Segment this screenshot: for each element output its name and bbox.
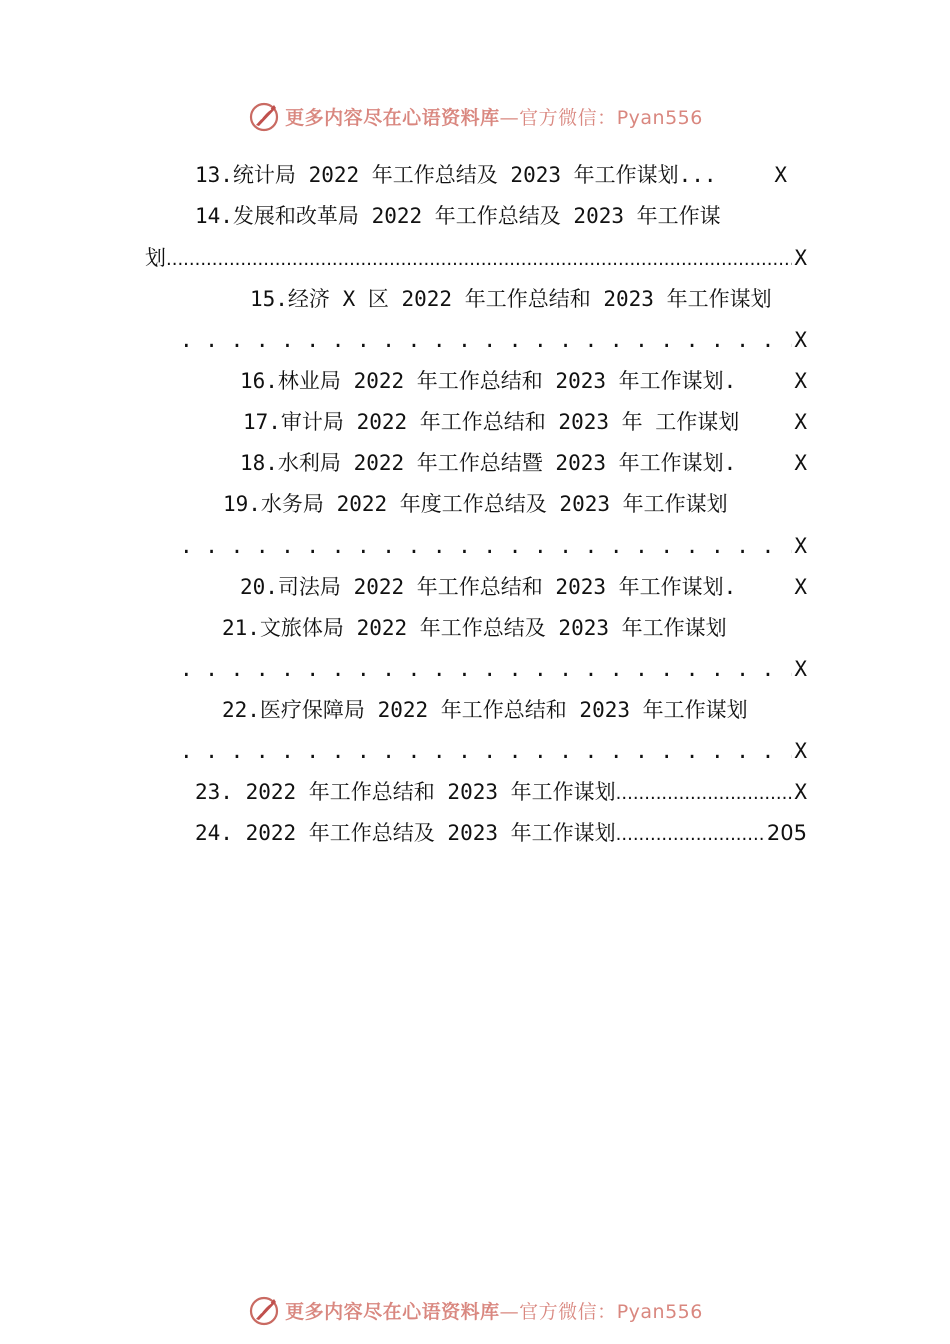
toc-entry-19[interactable] <box>223 490 728 518</box>
toc-entry-22[interactable] <box>222 696 748 724</box>
toc-page-number: X <box>794 451 807 475</box>
toc-dot-leader <box>180 655 792 683</box>
toc-page-number: X <box>794 246 807 270</box>
toc-entry-17[interactable] <box>243 408 807 436</box>
toc-page-number: X <box>774 163 787 187</box>
toc-entry-title: 18.水利局 2022 年工作总结暨 2023 年工作谋划. <box>240 451 737 475</box>
toc-entry-21[interactable] <box>222 614 727 642</box>
toc-page-number: 205 <box>766 821 807 845</box>
toc-dot-leader <box>616 821 765 849</box>
toc-dot-leader <box>616 780 793 808</box>
toc-dot-leader <box>166 246 792 274</box>
toc-entry-title: 17.审计局 2022 年工作总结和 2023 年 工作谋划 <box>243 410 740 434</box>
toc-page-number: X <box>794 534 807 558</box>
toc-entry-title: 22.医疗保障局 2022 年工作总结和 2023 年工作谋划 <box>222 698 748 722</box>
toc-entry-title-continued: 划 <box>145 246 166 270</box>
watermark-wechat-id: Pyan556 <box>616 1300 703 1323</box>
toc-dot-leader <box>180 326 792 354</box>
toc-entry-title: 14.发展和改革局 2022 年工作总结及 2023 年工作谋 <box>195 204 721 228</box>
toc-entry-18[interactable] <box>240 449 807 477</box>
toc-dot-leader <box>180 532 792 560</box>
watermark-wechat-id: Pyan556 <box>616 106 703 129</box>
toc-entry-title: 24. 2022 年工作总结及 2023 年工作谋划 <box>195 821 616 845</box>
toc-page-number: X <box>794 369 807 393</box>
toc-entry-14[interactable] <box>195 202 721 230</box>
toc-entry-title: 21.文旅体局 2022 年工作总结及 2023 年工作谋划 <box>222 616 727 640</box>
toc-entry-title: 20.司法局 2022 年工作总结和 2023 年工作谋划. <box>240 575 737 599</box>
toc-page-number: X <box>794 575 807 599</box>
quill-logo-icon <box>247 1293 281 1327</box>
footer-watermark <box>0 1290 950 1330</box>
toc-page-number: X <box>794 657 807 681</box>
toc-entry-14-continued[interactable] <box>145 244 807 274</box>
toc-entry-15-continued[interactable] <box>180 326 807 354</box>
toc-entry-19-continued[interactable] <box>180 532 807 560</box>
toc-dot-leader <box>180 737 792 765</box>
toc-entry-22-continued[interactable] <box>180 737 807 765</box>
toc-entry-21-continued[interactable] <box>180 655 807 683</box>
watermark-title: 更多内容尽在心语资料库 <box>285 1300 500 1323</box>
header-watermark <box>0 96 950 136</box>
quill-logo-icon <box>247 99 281 133</box>
toc-entry-title: 13.统计局 2022 年工作总结及 2023 年工作谋划... <box>195 163 717 187</box>
toc-entry-15[interactable] <box>250 285 772 313</box>
toc-entry-title: 16.林业局 2022 年工作总结和 2023 年工作谋划. <box>240 369 737 393</box>
toc-page-number: X <box>794 739 807 763</box>
toc-entry-20[interactable] <box>240 573 807 601</box>
toc-entry-16[interactable] <box>240 367 807 395</box>
toc-entry-title: 19.水务局 2022 年度工作总结及 2023 年工作谋划 <box>223 492 728 516</box>
watermark-dash: —官方微信： <box>499 1300 617 1323</box>
toc-entry-24[interactable] <box>195 819 807 849</box>
toc-page-number: X <box>794 410 807 434</box>
toc-page-number: X <box>794 780 807 804</box>
watermark-title: 更多内容尽在心语资料库 <box>285 106 500 129</box>
toc-page-number: X <box>794 328 807 352</box>
watermark-dash: —官方微信： <box>499 106 617 129</box>
toc-entry-title: 15.经济 X 区 2022 年工作总结和 2023 年工作谋划 <box>250 287 772 311</box>
toc-entry-23[interactable] <box>195 778 807 808</box>
toc-entry-13[interactable] <box>195 161 787 189</box>
toc-entry-title: 23. 2022 年工作总结和 2023 年工作谋划 <box>195 780 616 804</box>
